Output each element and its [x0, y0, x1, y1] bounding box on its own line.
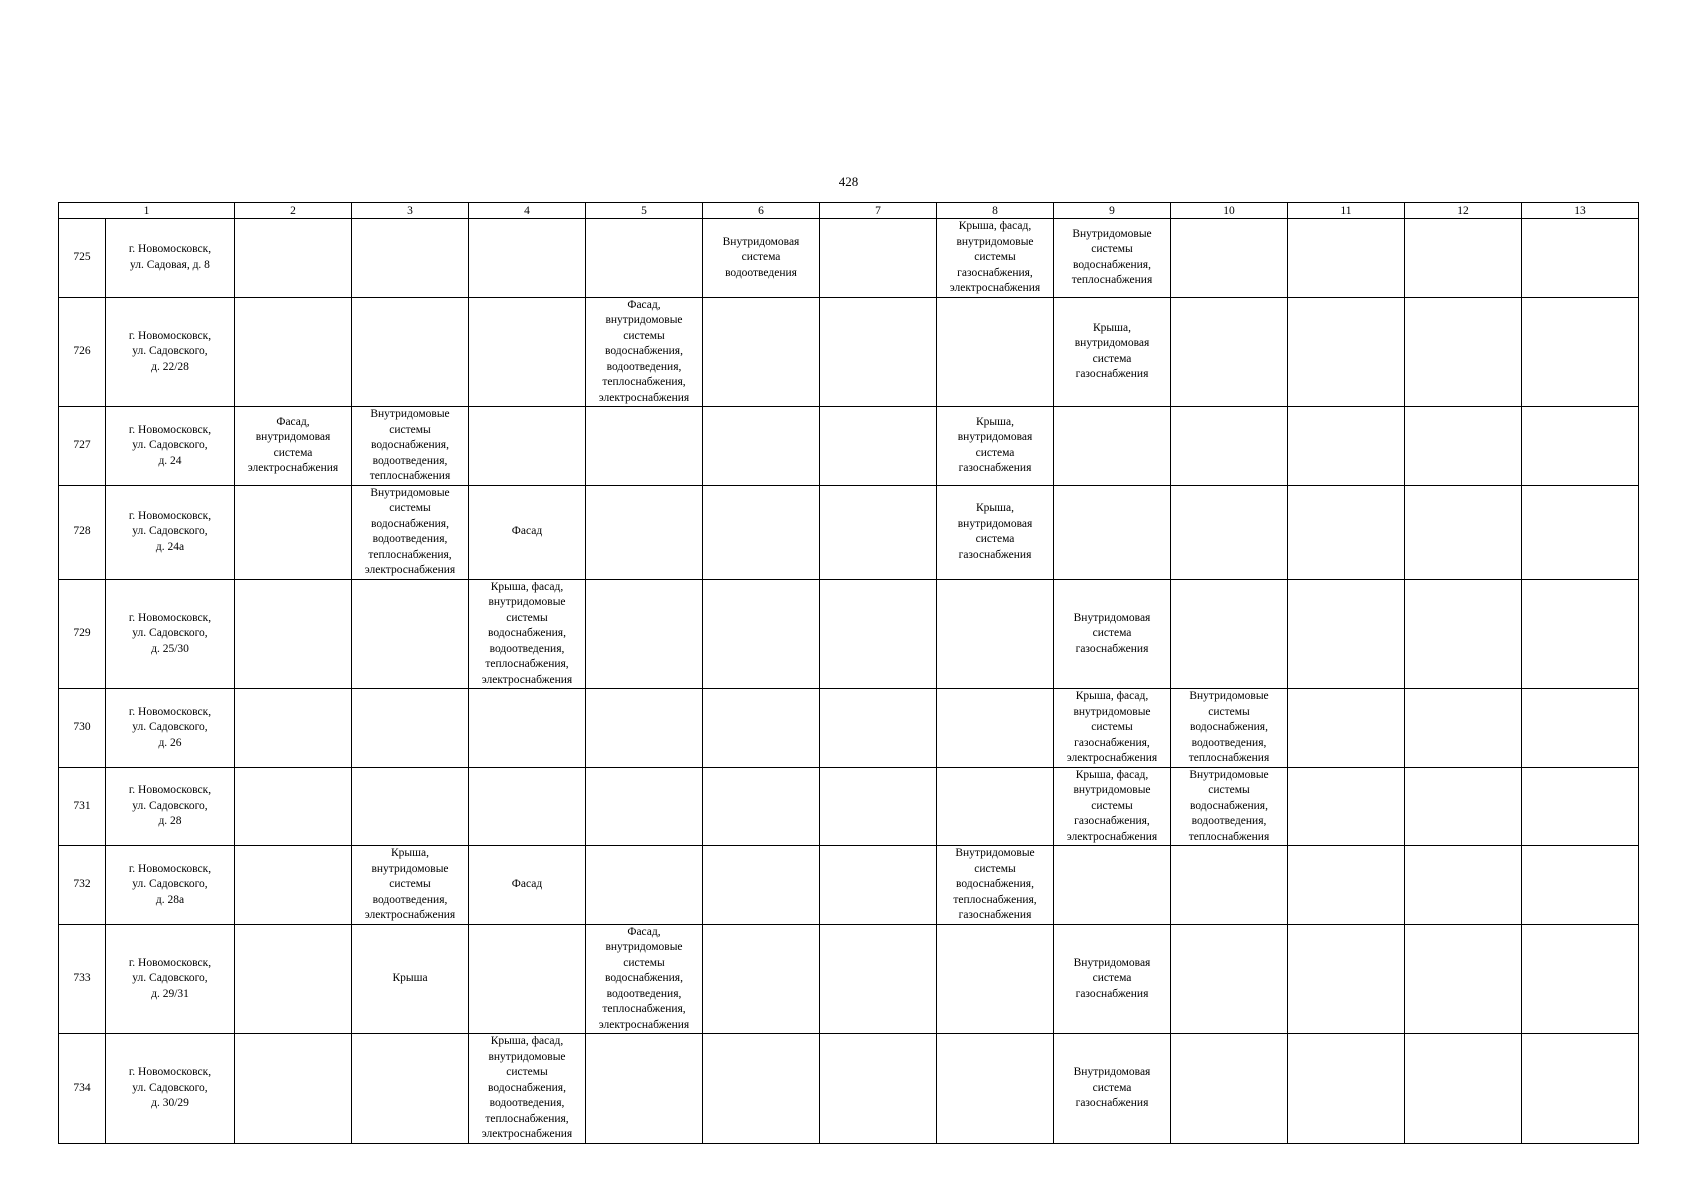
address-text: г. Новомосковск, ул. Садовского, д. 26: [128, 705, 212, 749]
work-type-cell: [1054, 219, 1171, 298]
work-type-cell: [1171, 579, 1288, 689]
work-type-cell: [1522, 219, 1639, 298]
work-type-cell: [469, 924, 586, 1034]
column-header: 2: [235, 203, 352, 219]
work-type-cell: [1171, 407, 1288, 486]
work-type-cell: [1405, 485, 1522, 579]
work-type-text: Крыша: [392, 972, 428, 984]
work-type-cell: [586, 297, 703, 407]
work-type-cell: [586, 924, 703, 1034]
work-type-text: Крыша, фасад, внутридомовые системы газоснабжения, электроснабжения: [1066, 768, 1158, 843]
table-row: [59, 579, 1639, 689]
work-type-cell: [937, 767, 1054, 846]
work-type-text: Крыша, внутридомовые системы водоотведения, электроснабжения: [364, 847, 456, 921]
column-header: 5: [586, 203, 703, 219]
work-type-text: Внутридомовые системы водоснабжения, теплоснабжения: [1071, 227, 1153, 287]
work-type-cell: [352, 846, 469, 925]
address-cell: [106, 767, 235, 846]
work-type-cell: [1171, 1034, 1288, 1144]
column-header: 13: [1522, 203, 1639, 219]
address-text: г. Новомосковск, ул. Садовского, д. 28: [128, 784, 212, 827]
row-number-cell: 734: [59, 1034, 106, 1144]
address-cell: [106, 846, 235, 925]
work-type-cell: [937, 219, 1054, 298]
address-text: г. Новомосковск, ул. Садовского, д. 24: [128, 423, 212, 467]
work-type-cell: [703, 579, 820, 689]
work-type-cell: [469, 485, 586, 579]
address-text: г. Новомосковск, ул. Садовского, д. 24а: [128, 509, 212, 553]
work-type-cell: [1171, 485, 1288, 579]
work-type-cell: [1054, 297, 1171, 407]
work-type-cell: [352, 924, 469, 1034]
work-type-cell: [235, 297, 352, 407]
work-type-cell: [235, 689, 352, 768]
row-number-cell: 733: [59, 924, 106, 1034]
work-type-cell: [1171, 689, 1288, 768]
work-type-cell: [1405, 689, 1522, 768]
work-type-cell: [1522, 297, 1639, 407]
address-cell: [106, 924, 235, 1034]
work-type-cell: [235, 407, 352, 486]
table-row: [59, 924, 1639, 1034]
work-type-cell: [235, 846, 352, 925]
work-type-cell: [1288, 485, 1405, 579]
work-type-cell: [235, 924, 352, 1034]
row-number-cell: 729: [59, 579, 106, 689]
work-type-text: Внутридомовые системы водоснабжения, водоотведения, теплоснабжения, электроснабжения: [364, 486, 456, 576]
work-type-cell: [1288, 924, 1405, 1034]
work-type-cell: [235, 485, 352, 579]
work-type-cell: [1288, 219, 1405, 298]
column-header: 7: [820, 203, 937, 219]
work-type-cell: [1171, 924, 1288, 1034]
work-type-cell: [1405, 846, 1522, 925]
address-cell: [106, 219, 235, 298]
work-type-cell: [1405, 579, 1522, 689]
work-type-cell: [820, 689, 937, 768]
work-type-cell: [1288, 297, 1405, 407]
work-type-cell: [937, 297, 1054, 407]
work-type-cell: [586, 689, 703, 768]
work-type-text: Внутридомовые системы водоснабжения, водоотведения, теплоснабжения: [1188, 768, 1270, 843]
row-number-cell: 732: [59, 846, 106, 925]
work-type-text: Фасад, внутридомовые системы водоснабжения, водоотведения, теплоснабжения, электроснабжения: [598, 925, 690, 1031]
work-type-cell: [352, 485, 469, 579]
work-type-cell: [1288, 579, 1405, 689]
work-type-cell: [235, 1034, 352, 1144]
work-type-text: Внутридомовая система газоснабжения: [1073, 956, 1151, 1000]
work-type-cell: [1054, 485, 1171, 579]
work-type-cell: [469, 1034, 586, 1144]
work-type-text: Крыша, внутридомовая система газоснабжения: [957, 502, 1033, 561]
work-type-cell: [820, 579, 937, 689]
work-type-cell: [469, 846, 586, 925]
column-number-row: [59, 203, 1639, 219]
work-type-text: Крыша, внутридомовая система газоснабжения: [1074, 321, 1150, 381]
table-row: [59, 219, 1639, 298]
work-type-cell: [1054, 767, 1171, 846]
work-type-cell: [937, 485, 1054, 579]
work-type-cell: [1522, 407, 1639, 486]
column-header: 3: [352, 203, 469, 219]
table-row: [59, 297, 1639, 407]
work-type-cell: [937, 689, 1054, 768]
work-type-cell: [1288, 846, 1405, 925]
work-type-cell: [1288, 767, 1405, 846]
address-text: г. Новомосковск, ул. Садовского, д. 25/30: [128, 611, 212, 655]
work-type-cell: [820, 846, 937, 925]
work-type-text: Внутридомовая система газоснабжения: [1073, 611, 1151, 655]
work-type-cell: [1171, 767, 1288, 846]
column-header: 12: [1405, 203, 1522, 219]
work-type-cell: [937, 846, 1054, 925]
work-type-cell: [703, 297, 820, 407]
column-header: 8: [937, 203, 1054, 219]
work-type-text: Фасад, внутридомовые системы водоснабжения, водоотведения, теплоснабжения, электроснабжения: [598, 298, 690, 404]
work-type-cell: [937, 924, 1054, 1034]
address-cell: [106, 689, 235, 768]
row-number-cell: 727: [59, 407, 106, 486]
work-type-cell: [352, 407, 469, 486]
work-type-cell: [1054, 407, 1171, 486]
work-type-cell: [1054, 924, 1171, 1034]
work-type-cell: [937, 1034, 1054, 1144]
row-number-cell: 731: [59, 767, 106, 846]
row-number-cell: 728: [59, 485, 106, 579]
work-type-cell: [469, 689, 586, 768]
work-type-cell: [1522, 767, 1639, 846]
work-type-cell: [703, 485, 820, 579]
work-type-cell: [352, 297, 469, 407]
page-number: 428: [838, 174, 859, 189]
address-text: г. Новомосковск, ул. Садовского, д. 30/29: [128, 1066, 212, 1109]
work-type-cell: [469, 767, 586, 846]
work-type-cell: [1522, 846, 1639, 925]
work-type-cell: [703, 846, 820, 925]
work-type-cell: [586, 1034, 703, 1144]
work-type-cell: [820, 767, 937, 846]
work-type-cell: [1054, 579, 1171, 689]
work-type-cell: [703, 767, 820, 846]
work-type-cell: [703, 924, 820, 1034]
work-type-cell: [586, 219, 703, 298]
work-type-cell: [1522, 924, 1639, 1034]
work-type-cell: [352, 219, 469, 298]
table-row: [59, 485, 1639, 579]
work-type-cell: [820, 407, 937, 486]
work-type-cell: [1405, 297, 1522, 407]
work-type-cell: [1405, 924, 1522, 1034]
work-type-cell: [1405, 407, 1522, 486]
column-header: 10: [1171, 203, 1288, 219]
work-type-text: Крыша, внутридомовая система газоснабжения: [957, 415, 1033, 475]
work-type-text: Фасад, внутридомовая система электроснабжения: [247, 415, 339, 475]
repair-schedule-table: [58, 202, 1639, 1144]
work-type-cell: [352, 579, 469, 689]
work-type-cell: [586, 846, 703, 925]
table-body: [59, 219, 1639, 1144]
address-text: г. Новомосковск, ул. Садовского, д. 28а: [128, 862, 212, 906]
work-type-cell: [235, 219, 352, 298]
table-row: [59, 846, 1639, 925]
row-number-cell: 725: [59, 219, 106, 298]
work-type-cell: [469, 407, 586, 486]
column-header: 11: [1288, 203, 1405, 219]
table-row: [59, 407, 1639, 486]
table-row: [59, 689, 1639, 768]
work-type-text: Фасад: [511, 525, 543, 538]
work-type-cell: [820, 924, 937, 1034]
work-type-cell: [352, 1034, 469, 1144]
work-type-cell: [703, 1034, 820, 1144]
column-header: 1: [59, 203, 235, 219]
work-type-cell: [703, 689, 820, 768]
work-type-text: Внутридомовые системы водоснабжения, водоотведения, теплоснабжения: [1188, 690, 1270, 764]
work-type-text: Крыша, фасад, внутридомовые системы газоснабжения, электроснабжения: [949, 220, 1041, 294]
work-type-cell: [820, 219, 937, 298]
work-type-text: Внутридомовая система газоснабжения: [1073, 1066, 1151, 1109]
work-type-cell: [1522, 1034, 1639, 1144]
work-type-cell: [586, 579, 703, 689]
address-text: г. Новомосковск, ул. Садовского, д. 22/28: [128, 329, 212, 373]
row-number-cell: 730: [59, 689, 106, 768]
address-cell: [106, 485, 235, 579]
column-header: 9: [1054, 203, 1171, 219]
work-type-cell: [1522, 689, 1639, 768]
work-type-cell: [937, 407, 1054, 486]
work-type-cell: [1522, 485, 1639, 579]
work-type-text: Крыша, фасад, внутридомовые системы газоснабжения, электроснабжения: [1066, 690, 1158, 764]
work-type-cell: [1054, 1034, 1171, 1144]
work-type-cell: [1171, 297, 1288, 407]
column-header: 4: [469, 203, 586, 219]
work-type-text: Внутридомовая система водоотведения: [722, 235, 800, 279]
work-type-cell: [1171, 219, 1288, 298]
work-type-cell: [1288, 407, 1405, 486]
work-type-cell: [352, 689, 469, 768]
address-cell: [106, 297, 235, 407]
work-type-text: Фасад: [511, 878, 543, 890]
work-type-cell: [1405, 767, 1522, 846]
work-type-cell: [1054, 846, 1171, 925]
work-type-cell: [586, 407, 703, 486]
work-type-cell: [703, 407, 820, 486]
work-type-cell: [820, 1034, 937, 1144]
work-type-cell: [937, 579, 1054, 689]
work-type-cell: [1288, 1034, 1405, 1144]
work-type-text: Крыша, фасад, внутридомовые системы водоснабжения, водоотведения, теплоснабжения, электроснабжения: [481, 1035, 573, 1140]
work-type-cell: [1405, 219, 1522, 298]
work-type-text: Внутридомовые системы водоснабжения, водоотведения, теплоснабжения: [369, 408, 451, 482]
work-type-cell: [469, 219, 586, 298]
table-row: [59, 1034, 1639, 1144]
address-cell: [106, 407, 235, 486]
work-type-text: Внутридомовые системы водоснабжения, теплоснабжения, газоснабжения: [953, 847, 1037, 921]
work-type-cell: [235, 579, 352, 689]
work-type-cell: [586, 485, 703, 579]
address-cell: [106, 1034, 235, 1144]
work-type-cell: [469, 297, 586, 407]
table-row: [59, 767, 1639, 846]
work-type-cell: [1522, 579, 1639, 689]
work-type-cell: [352, 767, 469, 846]
work-type-cell: [1405, 1034, 1522, 1144]
column-header: 6: [703, 203, 820, 219]
work-type-text: Крыша, фасад, внутридомовые системы водоснабжения, водоотведения, теплоснабжения, электроснабжения: [481, 580, 573, 686]
address-text: г. Новомосковск, ул. Садовского, д. 29/31: [128, 956, 212, 1000]
work-type-cell: [703, 219, 820, 298]
address-cell: [106, 579, 235, 689]
row-number-cell: 726: [59, 297, 106, 407]
work-type-cell: [586, 767, 703, 846]
work-type-cell: [1288, 689, 1405, 768]
work-type-cell: [469, 579, 586, 689]
work-type-cell: [820, 485, 937, 579]
work-type-cell: [235, 767, 352, 846]
work-type-cell: [1171, 846, 1288, 925]
work-type-cell: [820, 297, 937, 407]
address-text: г. Новомосковск, ул. Садовая, д. 8: [128, 243, 212, 271]
work-type-cell: [1054, 689, 1171, 768]
